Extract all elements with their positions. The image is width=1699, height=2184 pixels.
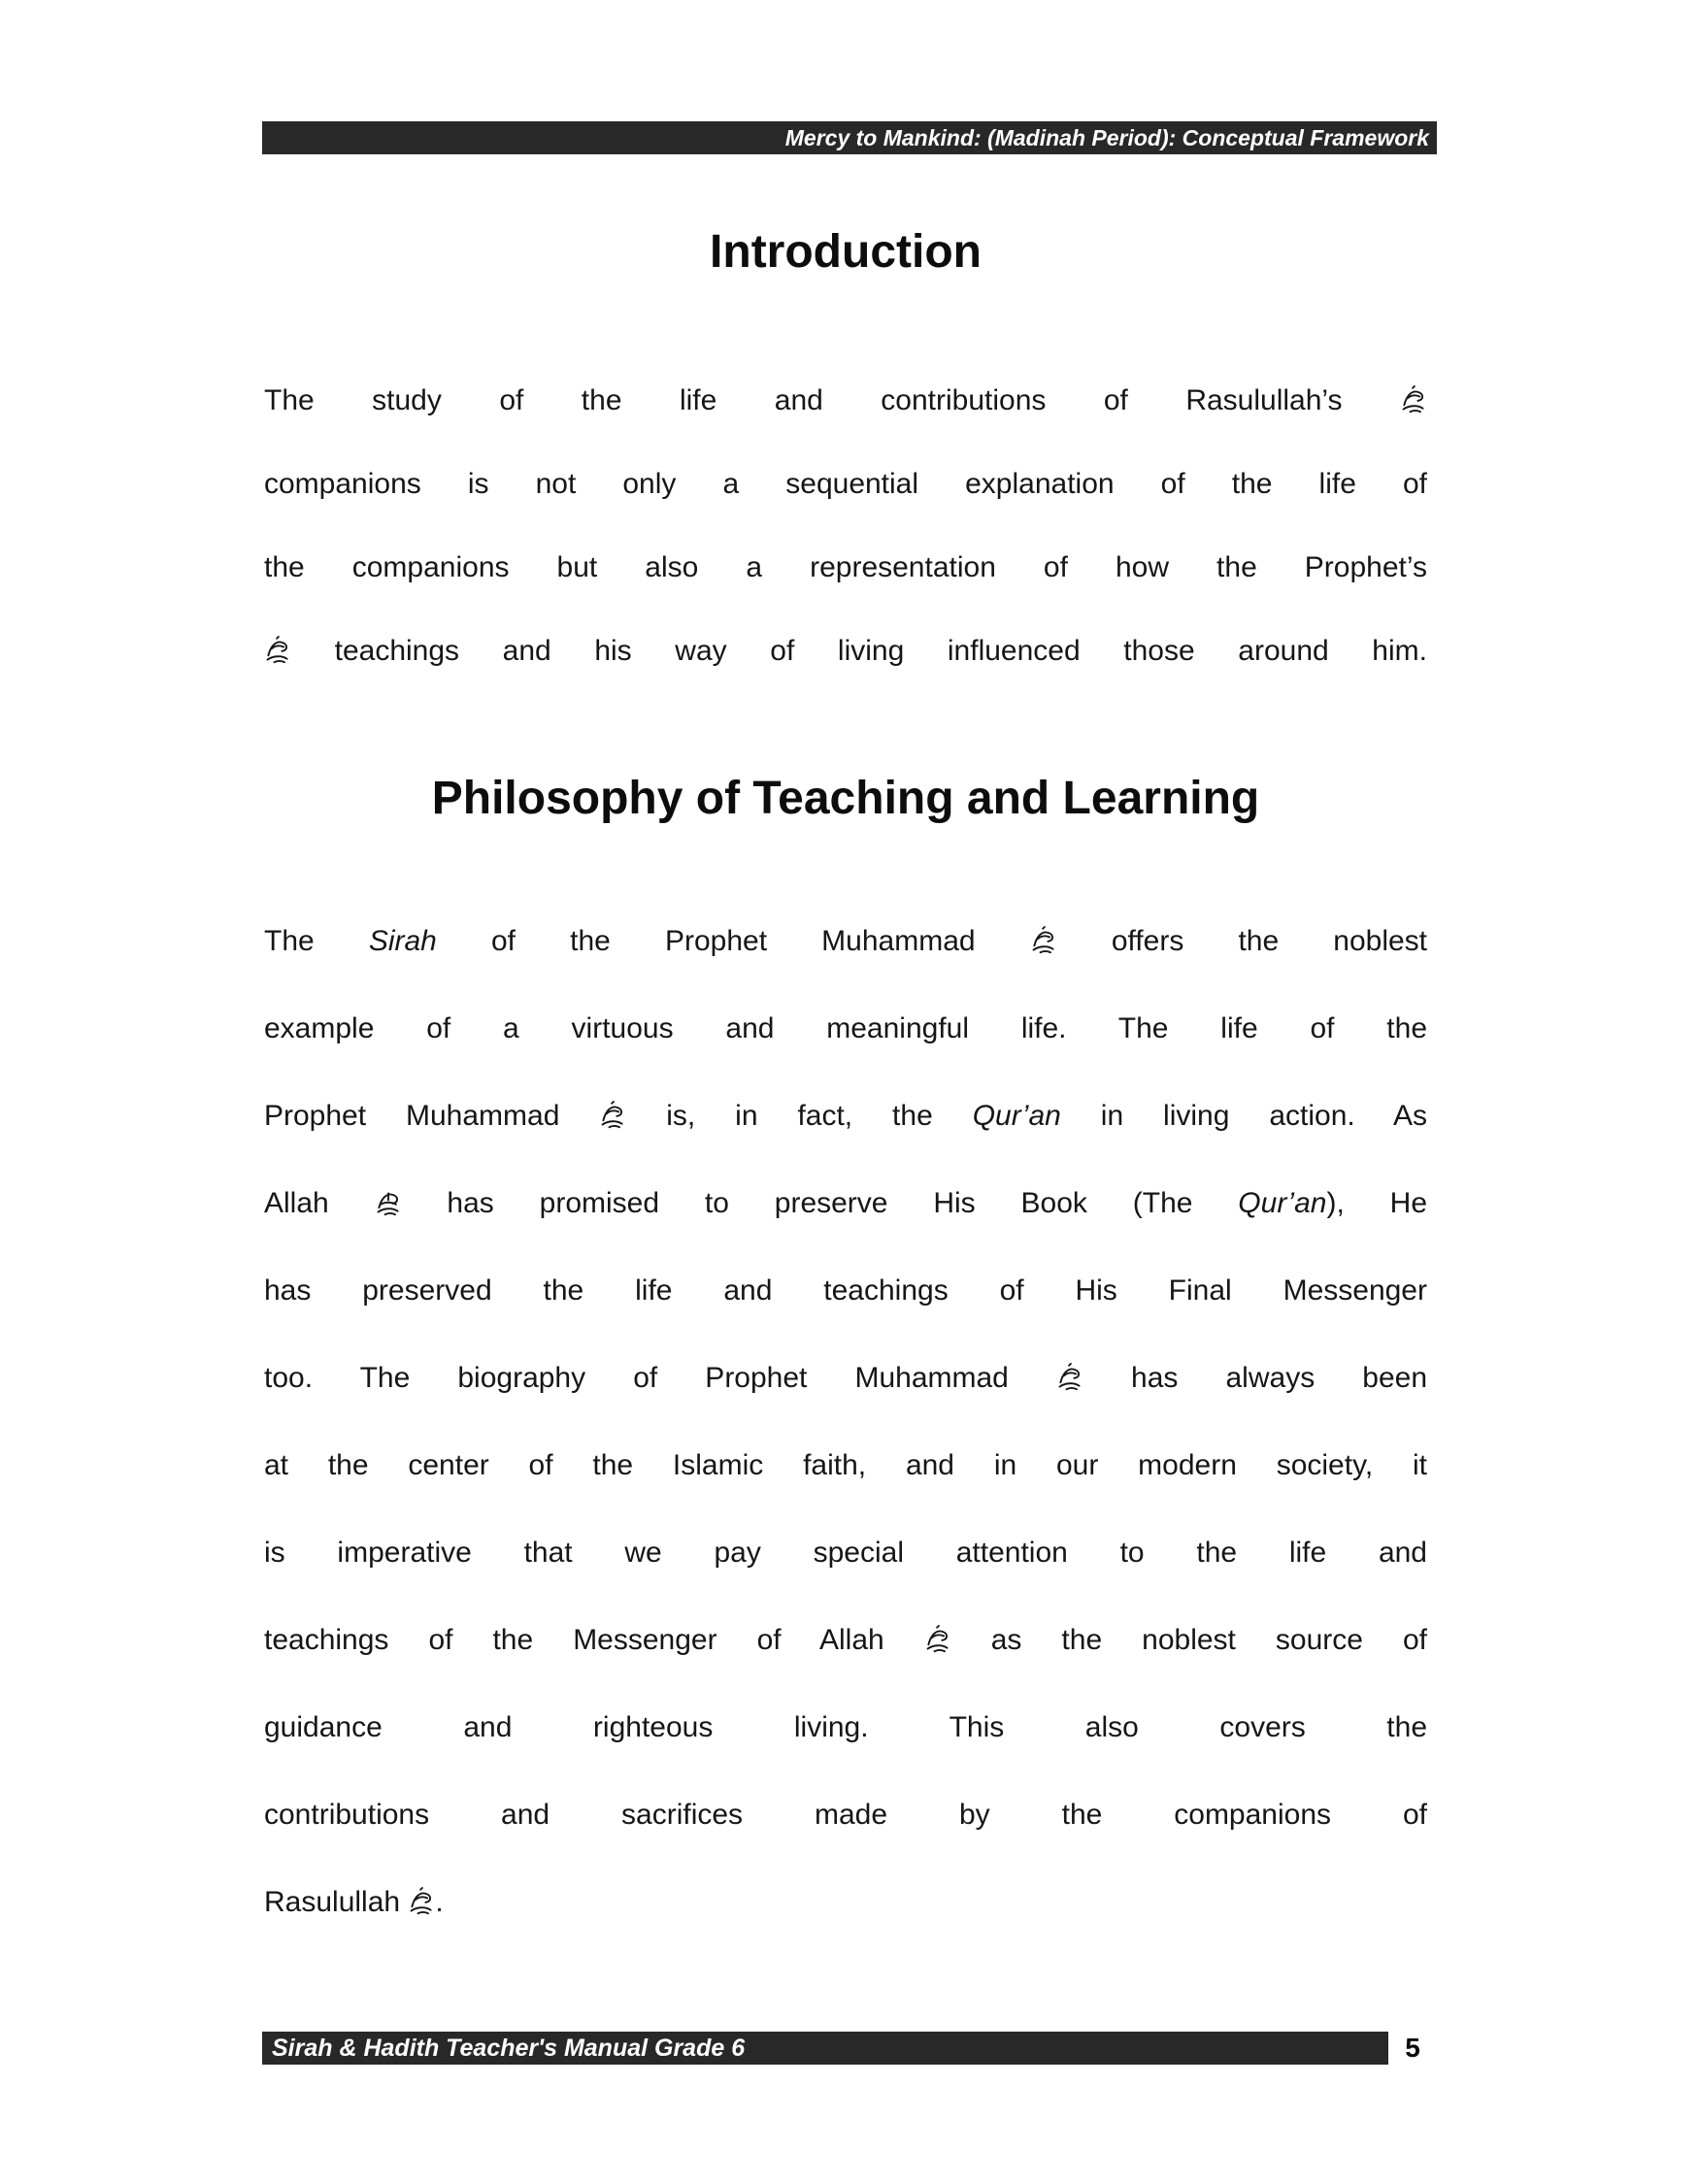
text-run: Prophet Muhammad — [264, 1100, 600, 1132]
text-run: guidance and righteous living. This also covers the — [264, 1711, 1427, 1743]
text-run: the companions but also a representation of how the Prophet’s — [264, 551, 1427, 583]
paragraph-line — [264, 1859, 1427, 1946]
text-run: in living action. As — [1060, 1100, 1428, 1132]
pbuh-honorific-symbol-icon — [1056, 1335, 1083, 1422]
allah-honorific-symbol-icon — [375, 1160, 402, 1247]
text-run: contributions and sacrifices made by the companions of — [264, 1799, 1427, 1831]
text-run: has promised to preserve His Book (The — [401, 1187, 1239, 1219]
page-number: 5 — [1405, 2033, 1420, 2063]
text-run: teachings of the Messenger of Allah — [264, 1624, 924, 1656]
footer-bar — [262, 2032, 1388, 2065]
text-run: is, in fact, the — [626, 1100, 973, 1132]
italic-term: Qur’an — [972, 1100, 1061, 1132]
text-run: . — [435, 1886, 444, 1918]
footer-title: Sirah & Hadith Teacher's Manual Grade 6 — [272, 2034, 746, 2062]
section-title-introduction: Introduction — [710, 226, 982, 278]
pbuh-honorific-symbol-icon — [924, 1597, 951, 1684]
paragraph-line — [264, 985, 1427, 1073]
paragraph-line — [264, 610, 1427, 693]
italic-term: Sirah — [368, 925, 437, 957]
paragraph-line — [264, 1073, 1427, 1160]
paragraph-line — [264, 1509, 1427, 1597]
paragraph-line — [264, 1247, 1427, 1335]
pbuh-honorific-symbol-icon — [408, 1859, 435, 1946]
text-run: teachings and his way of living influenced those around him. — [291, 635, 1427, 667]
text-run: at the center of the Islamic faith, and in our modern society, it — [264, 1449, 1427, 1481]
pbuh-honorific-symbol-icon — [599, 1073, 626, 1160]
paragraph-line — [264, 359, 1427, 443]
text-run: too. The biography of Prophet Muhammad — [264, 1362, 1056, 1394]
text-run: The — [264, 925, 369, 957]
text-run: of the Prophet Muhammad — [436, 925, 1030, 957]
paragraph-line — [264, 1335, 1427, 1422]
text-run: Rasulullah — [264, 1886, 409, 1918]
text-run: Allah — [264, 1187, 375, 1219]
paragraph-line — [264, 898, 1427, 985]
pbuh-honorific-symbol-icon — [264, 610, 291, 693]
text-run: The study of the life and contributions of Rasulullah’s — [264, 384, 1400, 416]
paragraph-line — [264, 1684, 1427, 1771]
paragraph-line — [264, 1422, 1427, 1509]
text-run: as the noblest source of — [950, 1624, 1427, 1656]
text-run: ), He — [1326, 1187, 1427, 1219]
text-run: has always been — [1083, 1362, 1428, 1394]
text-run: example of a virtuous and meaningful life. The life of the — [264, 1012, 1427, 1044]
paragraph-line — [264, 1160, 1427, 1247]
text-run: offers the noblest — [1056, 925, 1428, 957]
pbuh-honorific-symbol-icon — [1400, 359, 1427, 443]
paragraph-line — [264, 443, 1427, 526]
header-title: Mercy to Mankind: (Madinah Period): Conceptual Framework — [784, 124, 1429, 150]
pbuh-honorific-symbol-icon — [1030, 898, 1057, 985]
section-title-philosophy: Philosophy of Teaching and Learning — [431, 773, 1260, 824]
text-run: has preserved the life and teachings of His Final Messenger — [264, 1274, 1427, 1307]
text-run: companions is not only a sequential explanation of the life of — [264, 468, 1427, 500]
header-bar — [262, 121, 1437, 154]
paragraph-line — [264, 1771, 1427, 1859]
text-run: is imperative that we pay special attention to the life and — [264, 1537, 1427, 1569]
paragraph-line — [264, 526, 1427, 610]
italic-term: Qur’an — [1238, 1187, 1327, 1219]
paragraph-line — [264, 1597, 1427, 1684]
paragraph-introduction — [264, 359, 1427, 693]
paragraph-philosophy — [264, 898, 1427, 1946]
